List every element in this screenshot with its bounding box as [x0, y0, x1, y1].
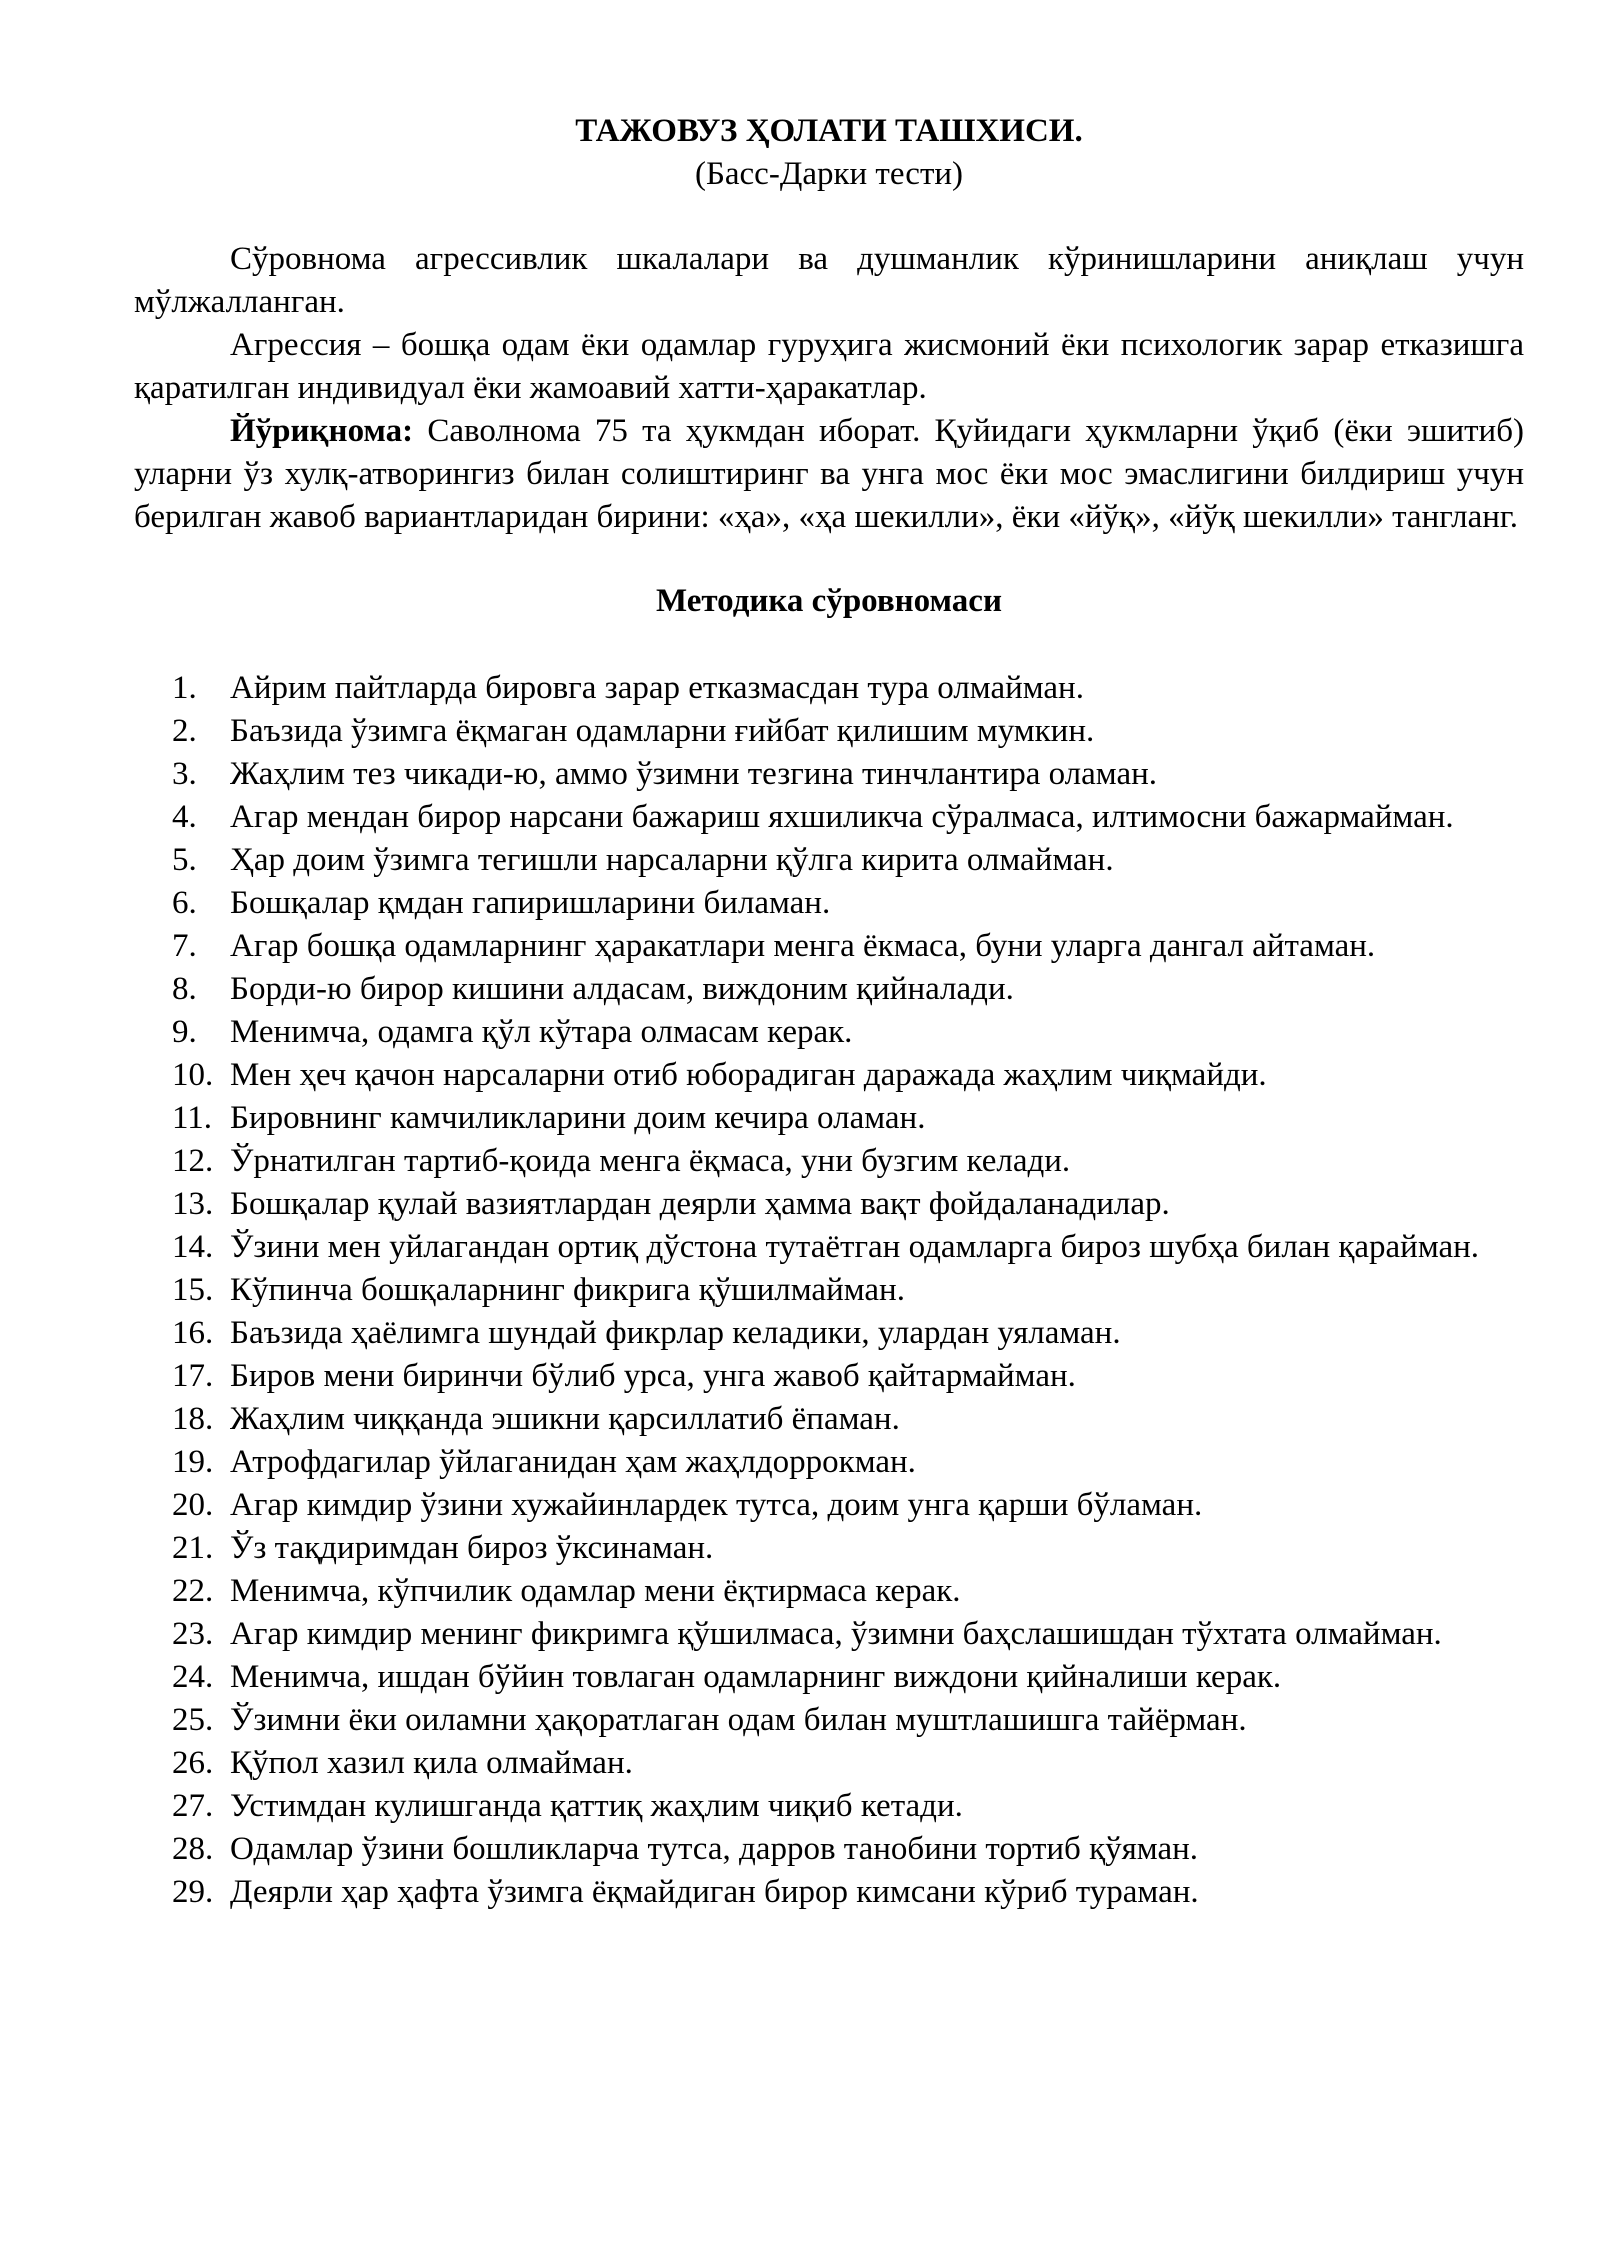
item-text: Ҳар доим ўзимга тегишли нарсаларни қўлга кирита олмайман.: [230, 842, 1114, 878]
item-text: Жаҳлим тез чикади-ю, аммо ўзимни тезгина тинчлантира оламан.: [230, 756, 1157, 792]
item-text: Мен ҳеч қачон нарсаларни отиб юборадиган даражада жаҳлим чиқмайди.: [230, 1057, 1267, 1093]
list-item: [134, 1742, 1524, 1785]
item-text: Устимдан кулишганда қаттиқ жаҳлим чиқиб кетади.: [230, 1788, 963, 1824]
list-item: [134, 1269, 1524, 1312]
item-text: Қўпол хазил қила олмайман.: [230, 1745, 633, 1781]
item-number: 17.: [172, 1358, 214, 1394]
item-text: Менимча, кўпчилик одамлар мени ёқтирмаса керак.: [230, 1573, 961, 1609]
item-number: 14.: [172, 1229, 214, 1265]
list-item: [134, 1355, 1524, 1398]
list-item: [134, 1398, 1524, 1441]
item-number: 26.: [172, 1745, 214, 1781]
item-text: Ўзини мен уйлагандан ортиқ дўстона тутаётган одамларга бироз шубҳа билан қарайман.: [230, 1229, 1480, 1265]
item-number: 3.: [172, 756, 197, 792]
intro-paragraph: Сўровнома агрессивлик шкалалари ва душманлик кўринишларини аниқлаш учун мўлжалланган.: [134, 241, 1524, 320]
list-item: [134, 1226, 1524, 1269]
list-item: [134, 1484, 1524, 1527]
item-text: Бошқалар қулай вазиятлардан деярли ҳамма вақт фойдаланадилар.: [230, 1186, 1170, 1222]
item-text: Менимча, ишдан бўйин товлаган одамларнинг виждони қийналиши керак.: [230, 1659, 1282, 1695]
document-subtitle: (Басс-Дарки тести): [694, 156, 964, 192]
item-text: Агар мендан бирор нарсани бажариш яхшиликча сўралмаса, илтимосни бажармайман.: [230, 799, 1454, 835]
item-number: 25.: [172, 1702, 214, 1738]
item-text: Менимча, одамга қўл кўтара олмасам керак.: [230, 1014, 853, 1050]
item-number: 7.: [172, 928, 197, 964]
item-number: 12.: [172, 1143, 214, 1179]
list-item: [134, 796, 1524, 839]
item-number: 6.: [172, 885, 197, 921]
instruction-label: Йўриқнома:: [230, 413, 414, 449]
list-item: [134, 925, 1524, 968]
document-page: [134, 110, 1524, 1914]
item-number: 29.: [172, 1874, 214, 1910]
item-number: 27.: [172, 1788, 214, 1824]
item-text: Баъзида ўзимга ёқмаган одамларни ғийбат қилишим мумкин.: [230, 713, 1095, 749]
list-item: [134, 882, 1524, 925]
item-number: 13.: [172, 1186, 214, 1222]
item-text: Одамлар ўзини бошликларча тутса, дарров танобини тортиб қўяман.: [230, 1831, 1199, 1867]
list-item: [134, 1613, 1524, 1656]
instruction-paragraph: [134, 410, 1524, 539]
list-item: [134, 753, 1524, 796]
item-number: 18.: [172, 1401, 214, 1437]
item-text: Баъзида ҳаёлимга шундай фикрлар келадики, улардан уяламан.: [230, 1315, 1121, 1351]
item-number: 10.: [172, 1057, 214, 1093]
item-number: 15.: [172, 1272, 214, 1308]
list-item: [134, 1871, 1524, 1914]
list-item: [134, 710, 1524, 753]
instruction-text: Саволнома 75 та ҳукмдан иборат. Қуйидаги ҳукмларни ўқиб (ёки эшитиб) уларни ўз хулқ-атворингиз билан солиштиринг ва унга мос ёки мос эмаслигини билдириш учун берилган жавоб вариантларидан бирини: «ҳа», «ҳа шекилли», ёки «йўқ», «йўқ шекилли» тангланг.: [134, 413, 1524, 535]
question-list: [134, 667, 1524, 1914]
list-item: [134, 1011, 1524, 1054]
item-number: 9.: [172, 1014, 197, 1050]
section-title: Методика сўровномаси: [656, 583, 1002, 619]
item-number: 24.: [172, 1659, 214, 1695]
item-text: Агар кимдир менинг фикримга қўшилмаса, ўзимни баҳслашишдан тўхтата олмайман.: [230, 1616, 1442, 1652]
list-item: [134, 1699, 1524, 1742]
item-text: Бировнинг камчиликларини доим кечира оламан.: [230, 1100, 926, 1136]
item-number: 5.: [172, 842, 197, 878]
item-text: Ўзимни ёки оиламни ҳақоратлаган одам билан муштлашишга тайёрман.: [230, 1702, 1247, 1738]
item-text: Ўз тақдиримдан бироз ўксинаман.: [230, 1530, 714, 1566]
list-item: [134, 1140, 1524, 1183]
item-number: 11.: [172, 1100, 213, 1136]
list-item: [134, 1828, 1524, 1871]
item-number: 19.: [172, 1444, 214, 1480]
item-text: Ўрнатилган тартиб-қоида менга ёқмаса, уни бузгим келади.: [230, 1143, 1071, 1179]
item-number: 20.: [172, 1487, 214, 1523]
item-number: 28.: [172, 1831, 214, 1867]
item-number: 16.: [172, 1315, 214, 1351]
list-item: [134, 667, 1524, 710]
list-item: [134, 968, 1524, 1011]
list-item: [134, 1312, 1524, 1355]
item-number: 1.: [172, 670, 197, 706]
list-item: [134, 1183, 1524, 1226]
list-item: [134, 839, 1524, 882]
item-number: 8.: [172, 971, 197, 1007]
item-number: 2.: [172, 713, 197, 749]
item-text: Биров мени биринчи бўлиб урса, унга жавоб қайтармайман.: [230, 1358, 1076, 1394]
list-item: [134, 1570, 1524, 1613]
item-number: 4.: [172, 799, 197, 835]
item-text: Айрим пайтларда бировга зарар етказмасдан тура олмайман.: [230, 670, 1084, 706]
item-text: Кўпинча бошқаларнинг фикрига қўшилмайман.: [230, 1272, 905, 1308]
item-text: Борди-ю бирор кишини алдасам, виждоним қийналади.: [230, 971, 1014, 1007]
document-title: ТАЖОВУЗ ҲОЛАТИ ТАШХИСИ.: [575, 113, 1083, 149]
item-text: Жаҳлим чиққанда эшикни қарсиллатиб ёпаман.: [230, 1401, 900, 1437]
item-number: 21.: [172, 1530, 214, 1566]
list-item: [134, 1785, 1524, 1828]
list-item: [134, 1527, 1524, 1570]
item-text: Агар бошқа одамларнинг ҳаракатлари менга ёкмаса, буни уларга дангал айтаман.: [230, 928, 1376, 964]
definition-paragraph: Агрессия – бошқа одам ёки одамлар гуруҳига жисмоний ёки психологик зарар етказишга қаратилган индивидуал ёки жамоавий хатти-ҳаракатлар.: [134, 327, 1524, 406]
item-text: Бошқалар қмдан гапиришларини биламан.: [230, 885, 831, 921]
list-item: [134, 1656, 1524, 1699]
list-item: [134, 1097, 1524, 1140]
item-text: Деярли ҳар ҳафта ўзимга ёқмайдиган бирор кимсани кўриб тураман.: [230, 1874, 1199, 1910]
item-text: Атрофдагилар ўйлаганидан ҳам жаҳлдоррокман.: [230, 1444, 916, 1480]
item-number: 23.: [172, 1616, 214, 1652]
list-item: [134, 1441, 1524, 1484]
list-item: [134, 1054, 1524, 1097]
item-number: 22.: [172, 1573, 214, 1609]
item-text: Агар кимдир ўзини хужайинлардек тутса, доим унга қарши бўламан.: [230, 1487, 1203, 1523]
